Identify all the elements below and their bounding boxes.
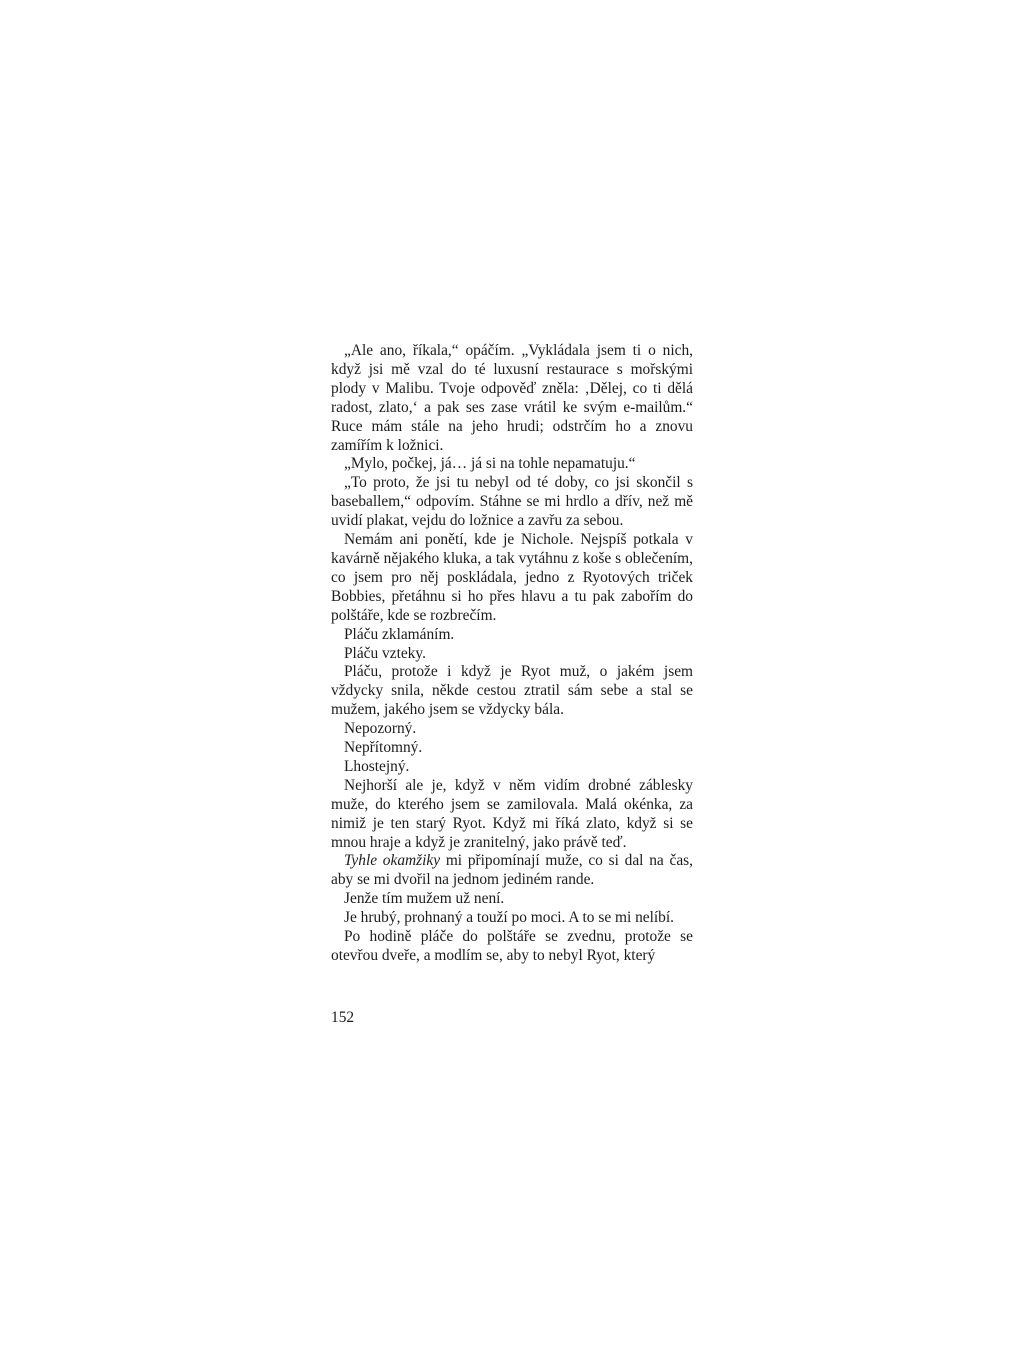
page-number: 152: [331, 1009, 355, 1026]
paragraph: Nemám ani ponětí, kde je Nichole. Nejspíš potkala v kavárně nějakého kluka, a tak vytáhnu z koše s oblečením, co jsem pro něj poskládala, jedno z Ryotových triček Bobbies, přetáhnu si ho přes hlavu a tu pak zabořím do polštáře, kde se rozbrečím.: [331, 531, 693, 624]
paragraph-with-italic: [331, 852, 693, 890]
paragraph: Nejhorší ale je, když v něm vidím drobné záblesky muže, do kterého jsem se zamilovala. Malá okénka, za nimiž je ten starý Ryot. Když mi říká zlato, když si se mnou hraje a když je zranitelný, jako právě teď.: [331, 776, 693, 851]
paragraph: Pláču, protože i když je Ryot muž, o jakém jsem vždycky snila, někde cestou ztratil sám sebe a stal se mužem, jakého jsem se vždycky bála.: [331, 663, 693, 719]
paragraph: „To proto, že jsi tu nebyl od té doby, co jsi skončil s baseballem,“ odpovím. Stáhne se mi hrdlo a dřív, než mě uvidí plakat, vejdu do ložnice a zavřu za sebou.: [331, 474, 693, 530]
paragraph: „Ale ano, říkala,“ opáčím. „Vykládala jsem ti o nich, když jsi mě vzal do té luxusní restaurace s mořskými plody v Malibu. Tvoje odpověď zněla: ‚Dělej, co ti dělá radost, zlato,‘ a pak ses zase vrátil ke svým e-mailům.“ Ruce mám stále na jeho hrudi; odstrčím ho a znovu zamířím k ložnici.: [331, 342, 693, 454]
paragraph: Lhostejný.: [344, 757, 410, 775]
paragraph: Po hodině pláče do polštáře se zvednu, protože se otevřou dveře, a modlím se, aby to nebyl Ryot, který: [331, 928, 693, 964]
paragraph: Nepřítomný.: [344, 739, 423, 757]
paragraph: Pláču vzteky.: [344, 644, 426, 662]
paragraph: Je hrubý, prohnaný a touží po moci. A to se mi nelíbí.: [344, 909, 674, 927]
page-text-block: [331, 342, 693, 966]
italic-phrase: Tyhle okamžiky: [344, 852, 441, 870]
paragraph: „Mylo, počkej, já… já si na tohle nepamatuju.“: [344, 455, 636, 473]
paragraph: Pláču zklamáním.: [344, 625, 455, 643]
paragraph: Nepozorný.: [344, 720, 417, 738]
paragraph: Jenže tím mužem už není.: [344, 890, 505, 908]
paragraph-continuation: mi připomínají muže, co si dal na čas, aby se mi dvořil na jednom jediném rande.: [331, 852, 693, 889]
